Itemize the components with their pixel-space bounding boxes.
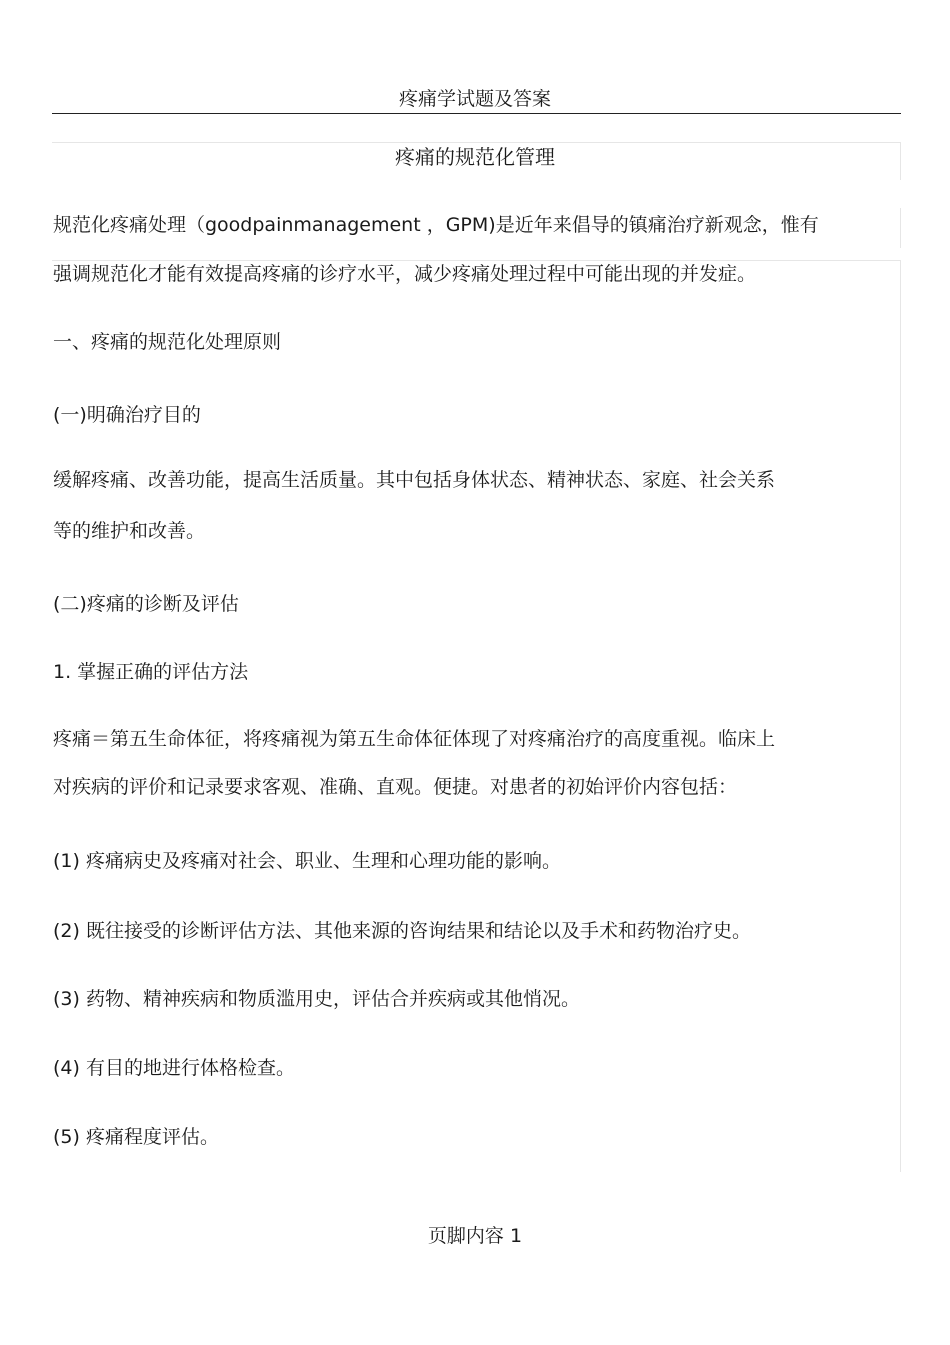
- header-rule: [52, 113, 901, 114]
- list-item: (3) 药物、精神疾病和物质滥用史，评估合并疾病或其他悄况。: [53, 988, 580, 1010]
- paragraph-line: 规范化疼痛处理（goodpainmanagement ，GPM)是近年来倡导的镇痛治疗新观念，惟有: [53, 214, 819, 236]
- section-heading: 一、疼痛的规范化处理原则: [53, 331, 282, 353]
- paragraph-line: 等的维护和改善。: [53, 520, 206, 542]
- list-item: (5) 疼痛程度评估。: [53, 1126, 219, 1148]
- box-border-right-lower: [900, 260, 901, 1172]
- subsection-heading: (一)明确治疗目的: [53, 404, 201, 426]
- paragraph-line: 强调规范化才能有效提高疼痛的诊疗水平，减少疼痛处理过程中可能出现的并发症。: [53, 263, 757, 285]
- item-heading: 1. 掌握正确的评估方法: [53, 661, 249, 683]
- list-item: (2) 既往接受的诊断评估方法、其他来源的咨询结果和结论以及手术和药物治疗史。: [53, 920, 751, 942]
- paragraph-line: 对疾病的评价和记录要求客观、准确、直观。便捷。对患者的初始评价内容包括：: [53, 776, 738, 798]
- list-item: (4) 有目的地进行体格检查。: [53, 1057, 295, 1079]
- page-header-title: 疼痛学试题及答案: [398, 88, 551, 110]
- document-title: 疼痛的规范化管理: [395, 145, 555, 169]
- list-item: (1) 疼痛病史及疼痛对社会、职业、生理和心理功能的影响。: [53, 850, 561, 872]
- paragraph-line: 疼痛＝第五生命体征，将疼痛视为第五生命体征体现了对疼痛治疗的高度重视。临床上: [53, 728, 776, 750]
- subsection-heading: (二)疼痛的诊断及评估: [53, 593, 239, 615]
- page-footer: 页脚内容 1: [427, 1225, 523, 1247]
- paragraph-line: 缓解疼痛、改善功能，提高生活质量。其中包括身体状态、精神状态、家庭、社会关系: [53, 469, 776, 491]
- box-border-right-mid: [900, 208, 901, 248]
